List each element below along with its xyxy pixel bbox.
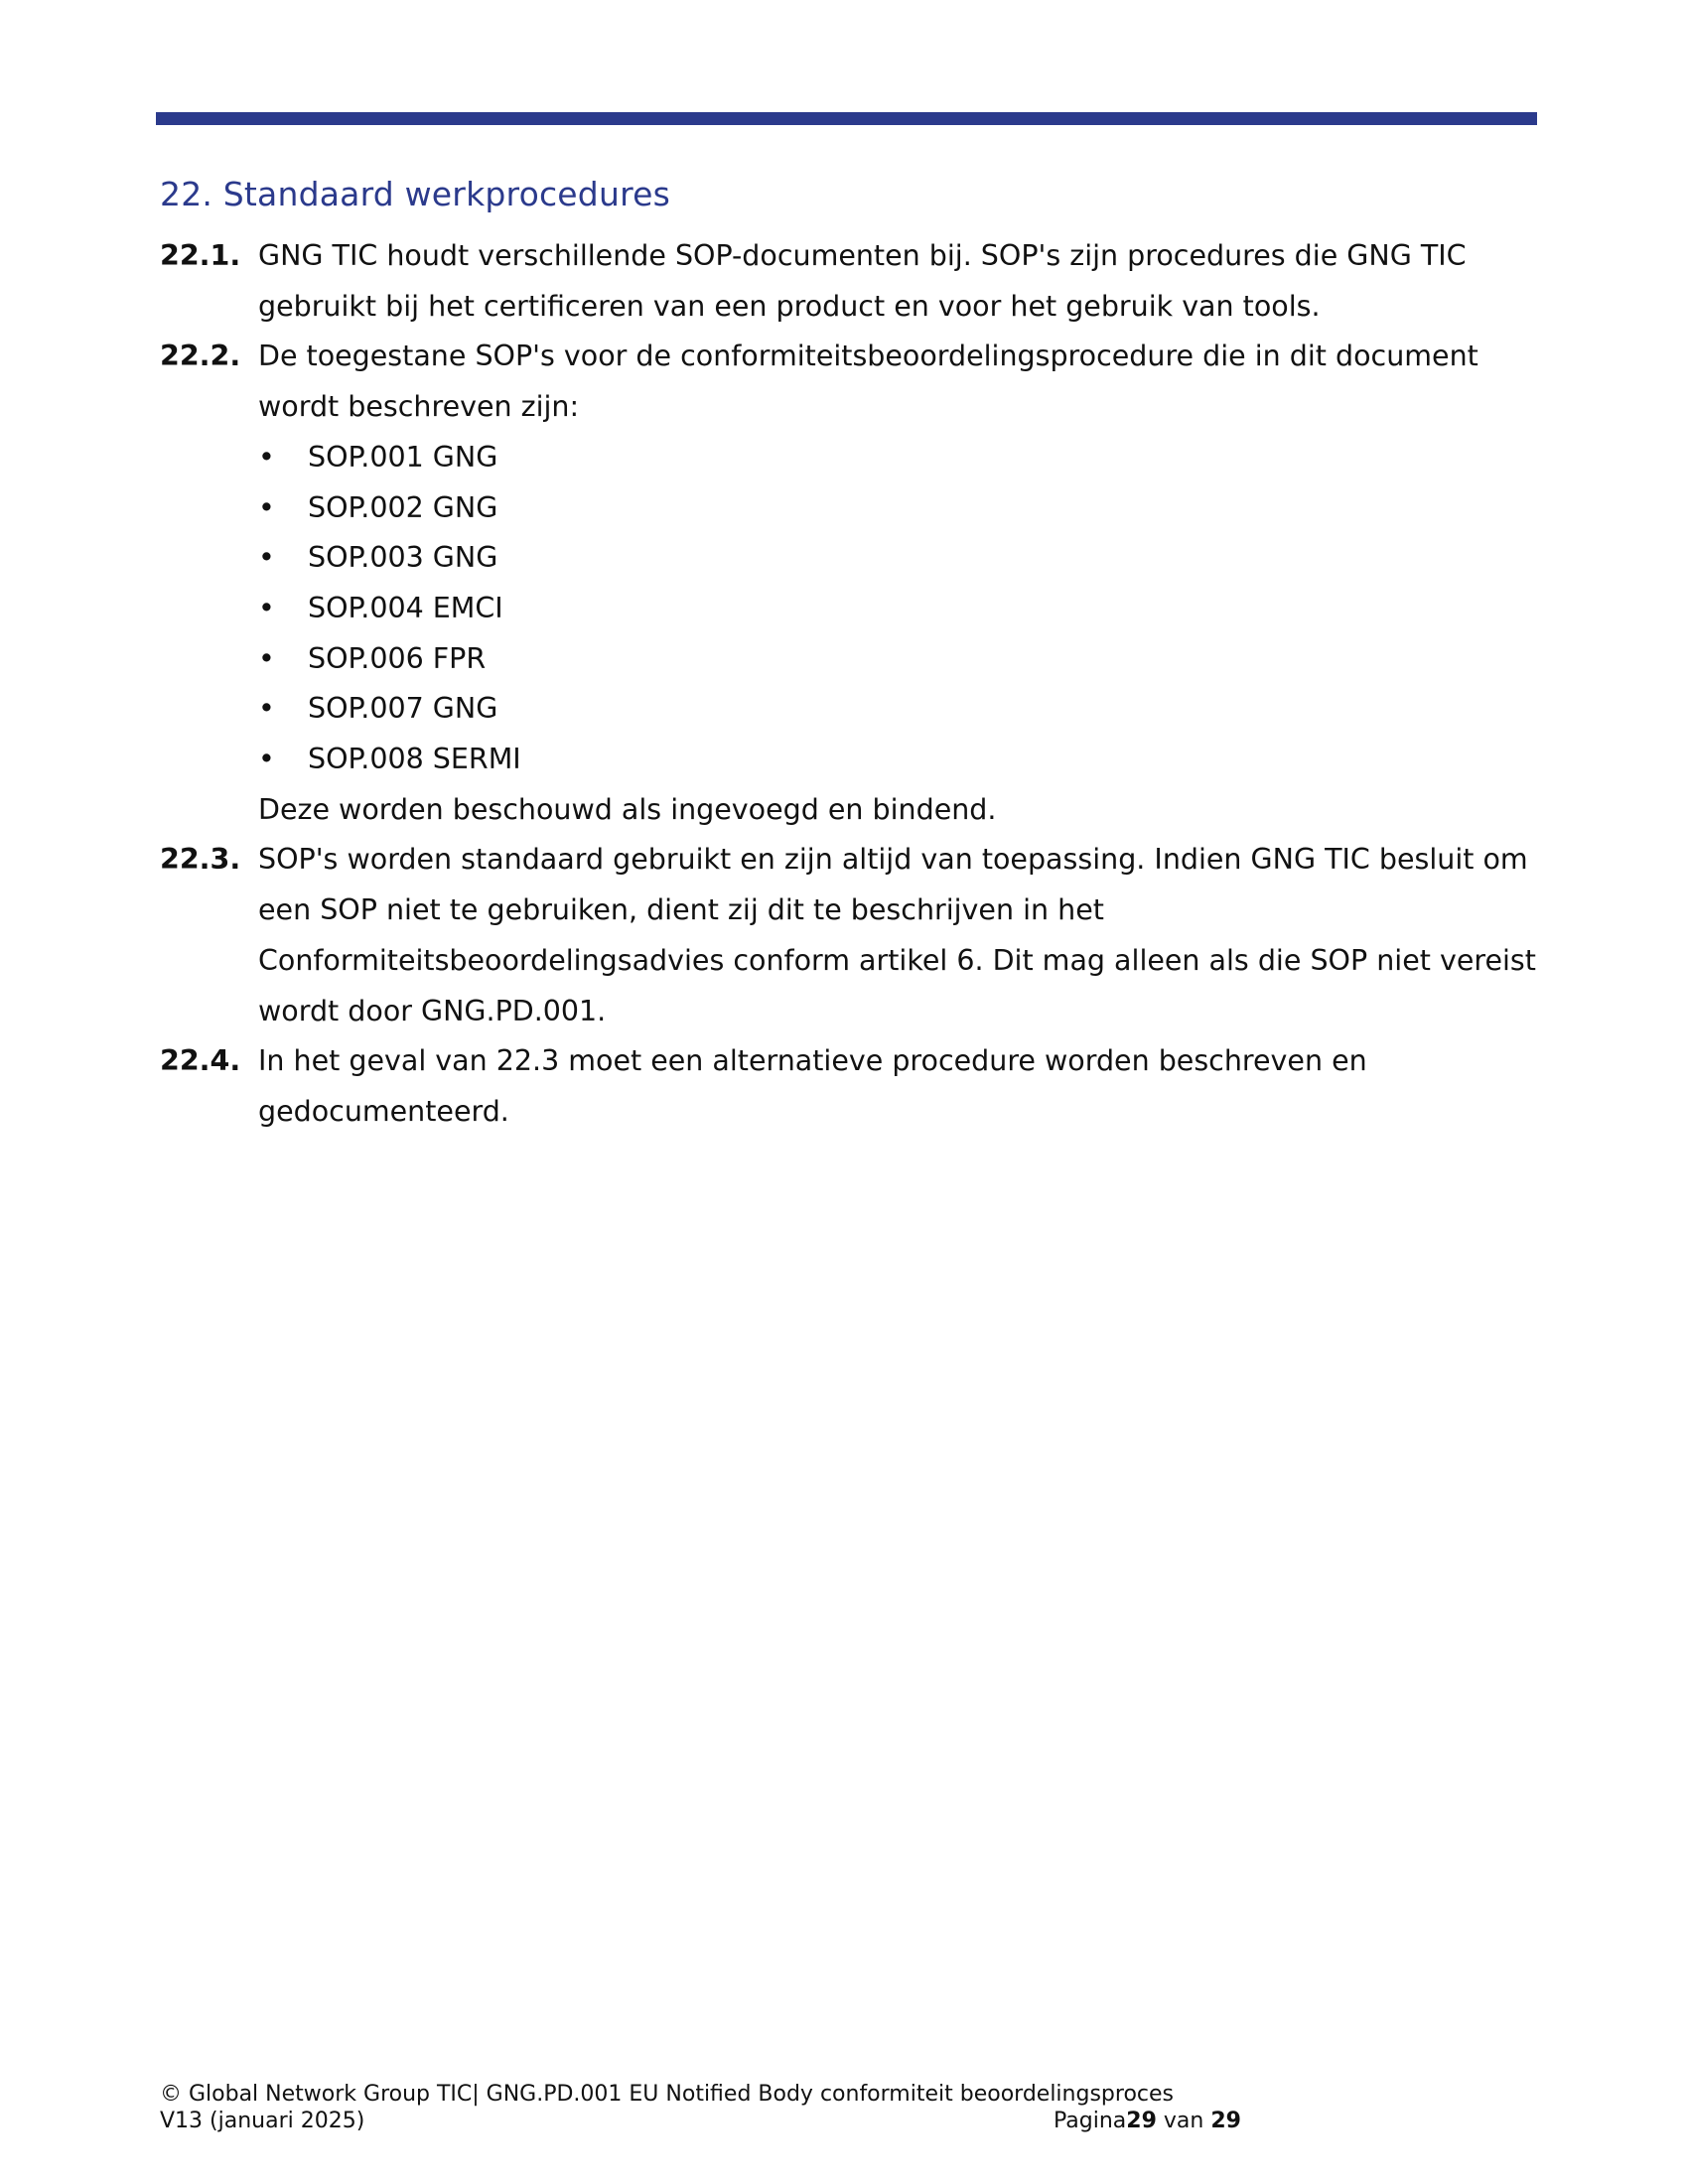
sop-list-item	[258, 483, 1530, 534]
sop-item-label: SOP.008 SERMI	[308, 743, 521, 776]
clause-number: 22.3.	[160, 843, 241, 877]
sop-item-label: SOP.002 GNG	[308, 490, 498, 524]
sop-item-label: SOP.001 GNG	[308, 440, 498, 474]
clause-number: 22.1.	[160, 239, 241, 272]
clause-22-1	[160, 231, 1530, 332]
clause-text-line: wordt beschreven zijn:	[258, 390, 580, 424]
bullet-icon: •	[258, 591, 275, 624]
clause-text-line: In het geval van 22.3 moet een alternatieve procedure worden beschreven en	[258, 1044, 1367, 1078]
sop-item-label: SOP.003 GNG	[308, 541, 498, 575]
clause-closing-text: Deze worden beschouwd als ingevoegd en bindend.	[258, 792, 997, 826]
clause-22-4	[160, 1036, 1530, 1137]
clause-number: 22.4.	[160, 1044, 241, 1078]
sop-list-item	[258, 584, 1530, 634]
clause-text-line: Conformiteitsbeoordelingsadvies conform artikel 6. Dit mag alleen als die SOP niet vereist	[258, 943, 1536, 977]
footer-version: V13 (januari 2025)	[160, 2109, 365, 2133]
footer-copyright: © Global Network Group TIC| GNG.PD.001 EU Notified Body conformiteit beoordelingsproces	[160, 2082, 1174, 2107]
page-of: van	[1156, 2109, 1211, 2133]
sop-list-item	[258, 533, 1530, 584]
clause-text-line: een SOP niet te gebruiken, dient zij dit te beschrijven in het	[258, 893, 1104, 927]
sop-item-label: SOP.007 GNG	[308, 692, 498, 726]
sop-list-item	[258, 634, 1530, 685]
page-footer	[160, 2081, 1252, 2134]
clause-text-line: gebruikt bij het certificeren van een product en voor het gebruik van tools.	[258, 289, 1321, 323]
bullet-icon: •	[258, 692, 275, 726]
header-rule	[156, 112, 1537, 125]
clause-text-line: SOP's worden standaard gebruikt en zijn altijd van toepassing. Indien GNG TIC besluit om	[258, 843, 1528, 877]
clause-22-2	[160, 332, 1530, 835]
sop-list-item	[258, 735, 1530, 785]
page-total: 29	[1210, 2109, 1241, 2133]
bullet-icon: •	[258, 541, 275, 575]
footer-meta	[160, 2108, 1252, 2134]
bullet-icon: •	[258, 490, 275, 524]
clause-text-line: GNG TIC houdt verschillende SOP-documenten bij. SOP's zijn procedures die GNG TIC	[258, 239, 1467, 272]
clause-text-line: De toegestane SOP's voor de conformiteitsbeoordelingsprocedure die in dit document	[258, 340, 1478, 373]
page-label: Pagina	[1054, 2109, 1127, 2133]
page-number	[1054, 2108, 1241, 2134]
bullet-icon: •	[258, 743, 275, 776]
bullet-icon: •	[258, 641, 275, 675]
sop-item-label: SOP.004 EMCI	[308, 591, 503, 624]
document-body	[160, 231, 1536, 1138]
clause-text-line: wordt door GNG.PD.001.	[258, 994, 607, 1027]
sop-list-item	[258, 684, 1530, 735]
bullet-icon: •	[258, 440, 275, 474]
sop-list-item	[258, 433, 1530, 483]
clause-text-line: gedocumenteerd.	[258, 1094, 509, 1128]
clause-number: 22.2.	[160, 340, 241, 373]
page-current: 29	[1126, 2109, 1157, 2133]
sop-item-label: SOP.006 FPR	[308, 641, 487, 675]
clause-22-3	[160, 835, 1536, 1036]
section-heading: 22. Standaard werkprocedures	[160, 175, 671, 213]
sop-list	[258, 433, 1530, 785]
